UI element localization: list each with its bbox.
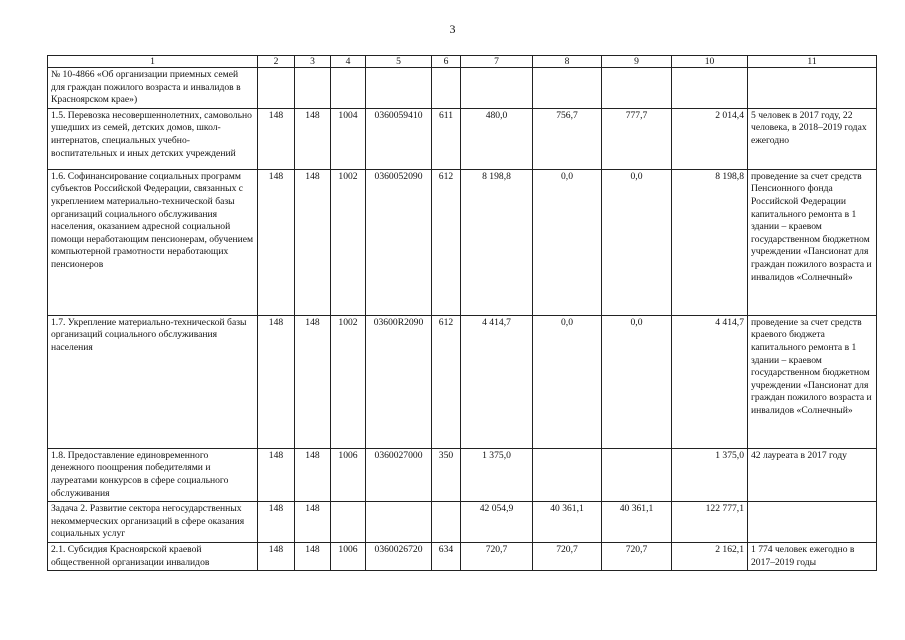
table-cell: 148 xyxy=(295,502,331,543)
table-cell: 03600R2090 xyxy=(366,315,432,448)
table-cell: 148 xyxy=(258,315,295,448)
table-cell: 350 xyxy=(432,448,461,501)
column-header: 2 xyxy=(258,56,295,68)
result-cell: 1 774 человек ежегодно в 2017–2019 годы xyxy=(748,542,877,570)
table-cell xyxy=(366,502,432,543)
amount-cell: 1 375,0 xyxy=(461,448,533,501)
amount-cell: 720,7 xyxy=(461,542,533,570)
table-cell: 0360027000 xyxy=(366,448,432,501)
table-cell: 612 xyxy=(432,169,461,315)
result-cell: проведение за счет средств Пенсионного фонда Российской Федерации капитального ремонта в 1 здании – краевом государственном бюджетном учреждении «Пансионат для граждан пожилого возраста и инвалидов «Солнечный» xyxy=(748,169,877,315)
amount-cell xyxy=(602,448,672,501)
table-cell: 148 xyxy=(258,542,295,570)
table-cell xyxy=(432,502,461,543)
table-cell: 148 xyxy=(258,502,295,543)
table-cell: 612 xyxy=(432,315,461,448)
amount-cell xyxy=(533,68,602,109)
table-cell xyxy=(366,68,432,109)
table-cell: 611 xyxy=(432,108,461,169)
amount-cell: 8 198,8 xyxy=(672,169,748,315)
table-cell: 0360059410 xyxy=(366,108,432,169)
table-cell xyxy=(258,68,295,109)
table-cell: 148 xyxy=(258,169,295,315)
column-header: 1 xyxy=(48,56,258,68)
table-row xyxy=(48,108,877,169)
amount-cell: 42 054,9 xyxy=(461,502,533,543)
amount-cell: 0,0 xyxy=(533,169,602,315)
table-cell xyxy=(295,68,331,109)
amount-cell: 1 375,0 xyxy=(672,448,748,501)
header-row xyxy=(48,56,877,68)
table-row xyxy=(48,502,877,543)
amount-cell: 40 361,1 xyxy=(533,502,602,543)
table-cell: 1006 xyxy=(331,542,366,570)
result-cell: проведение за счет средств краевого бюджета капитального ремонта в 1 здании – краевом государственном бюджетном учреждении «Пансионат для граждан пожилого возраста и инвалидов «Солнечный» xyxy=(748,315,877,448)
column-header: 8 xyxy=(533,56,602,68)
table-cell: 148 xyxy=(258,448,295,501)
table-row xyxy=(48,169,877,315)
amount-cell: 0,0 xyxy=(533,315,602,448)
amount-cell: 8 198,8 xyxy=(461,169,533,315)
activity-name-cell: Задача 2. Развитие сектора негосударственных некоммерческих организаций в сфере оказания социальных услуг xyxy=(48,502,258,543)
amount-cell: 40 361,1 xyxy=(602,502,672,543)
activity-name-cell: 1.6. Софинансирование социальных программ субъектов Российской Федерации, связанных с укреплением материально-технической базы организаций социального обслуживания населения, оказанием адресной социальной помощи неработающим пенсионерам, обучением компьютерной грамотности неработающих пенсионеров xyxy=(48,169,258,315)
amount-cell: 0,0 xyxy=(602,315,672,448)
amount-cell: 4 414,7 xyxy=(672,315,748,448)
column-header: 6 xyxy=(432,56,461,68)
amount-cell: 480,0 xyxy=(461,108,533,169)
table-cell: 0360052090 xyxy=(366,169,432,315)
column-header: 3 xyxy=(295,56,331,68)
column-header: 10 xyxy=(672,56,748,68)
column-header: 11 xyxy=(748,56,877,68)
table-cell xyxy=(331,68,366,109)
table-cell: 1006 xyxy=(331,448,366,501)
amount-cell xyxy=(461,68,533,109)
amount-cell: 720,7 xyxy=(602,542,672,570)
table-cell: 148 xyxy=(295,448,331,501)
table-row xyxy=(48,542,877,570)
table-row xyxy=(48,68,877,109)
amount-cell: 4 414,7 xyxy=(461,315,533,448)
amount-cell: 777,7 xyxy=(602,108,672,169)
result-cell xyxy=(748,68,877,109)
amount-cell: 756,7 xyxy=(533,108,602,169)
page-number: 3 xyxy=(449,22,456,36)
activity-name-cell: 1.5. Перевозка несовершеннолетних, самовольно ушедших из семей, детских домов, школ-интернатов, специальных учебно-воспитательных и иных детских учреждений xyxy=(48,108,258,169)
activity-name-cell: 1.8. Предоставление единовременного денежного поощрения победителями и лауреатами конкурсов в сфере социального обслуживания xyxy=(48,448,258,501)
amount-cell xyxy=(602,68,672,109)
column-header: 4 xyxy=(331,56,366,68)
amount-cell: 2 162,1 xyxy=(672,542,748,570)
table-cell: 0360026720 xyxy=(366,542,432,570)
table-cell: 148 xyxy=(295,542,331,570)
amount-cell: 2 014,4 xyxy=(672,108,748,169)
budget-table xyxy=(47,55,877,571)
table-cell xyxy=(432,68,461,109)
table-cell xyxy=(331,502,366,543)
column-header: 7 xyxy=(461,56,533,68)
activity-name-cell: 1.7. Укрепление материально-технической базы организаций социального обслуживания населения xyxy=(48,315,258,448)
amount-cell: 122 777,1 xyxy=(672,502,748,543)
amount-cell: 0,0 xyxy=(602,169,672,315)
amount-cell: 720,7 xyxy=(533,542,602,570)
result-cell: 5 человек в 2017 году, 22 человека, в 2018–2019 годах ежегодно xyxy=(748,108,877,169)
table-cell: 148 xyxy=(295,169,331,315)
activity-name-cell: № 10-4866 «Об организации приемных семей для граждан пожилого возраста и инвалидов в Красноярском крае») xyxy=(48,68,258,109)
table-cell: 634 xyxy=(432,542,461,570)
column-header: 9 xyxy=(602,56,672,68)
amount-cell xyxy=(672,68,748,109)
amount-cell xyxy=(533,448,602,501)
activity-name-cell: 2.1. Субсидия Красноярской краевой общественной организации инвалидов xyxy=(48,542,258,570)
table-row xyxy=(48,315,877,448)
result-cell: 42 лауреата в 2017 году xyxy=(748,448,877,501)
column-header: 5 xyxy=(366,56,432,68)
table-cell: 1002 xyxy=(331,169,366,315)
table-cell: 148 xyxy=(295,108,331,169)
table-cell: 1002 xyxy=(331,315,366,448)
table-row xyxy=(48,448,877,501)
table-cell: 148 xyxy=(295,315,331,448)
table-cell: 1004 xyxy=(331,108,366,169)
result-cell xyxy=(748,502,877,543)
table-cell: 148 xyxy=(258,108,295,169)
